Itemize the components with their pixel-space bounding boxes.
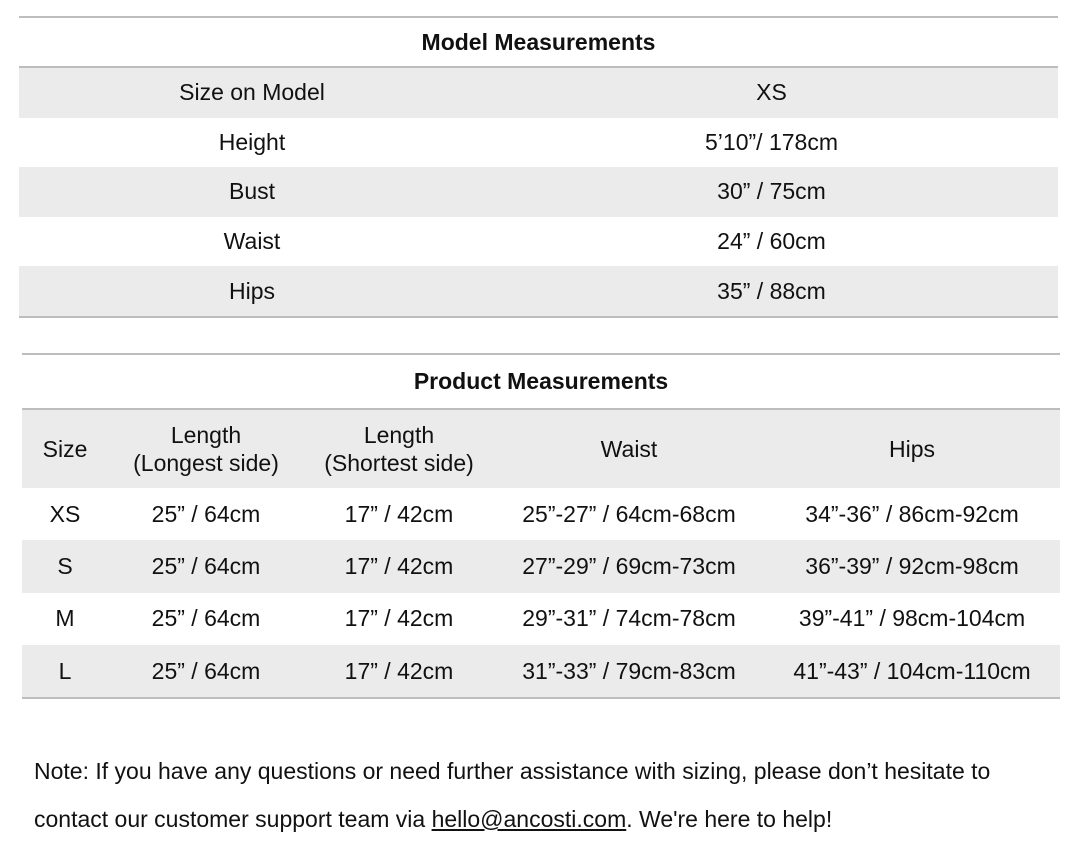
model-row-hips xyxy=(19,266,1058,317)
table-row xyxy=(22,645,1060,698)
header-subline: (Longest side) xyxy=(133,450,279,476)
length-longest-cell: 25” / 64cm xyxy=(108,540,304,592)
model-measurements-table xyxy=(19,16,1058,318)
length-longest-cell: 25” / 64cm xyxy=(108,645,304,698)
waist-cell: 29”-31” / 74cm-78cm xyxy=(522,605,736,632)
model-measurements-title: Model Measurements xyxy=(19,17,1058,67)
model-row-value: 24” / 60cm xyxy=(717,228,826,255)
header-line: Waist xyxy=(600,436,658,462)
size-cell: L xyxy=(22,645,108,698)
model-row-label: Waist xyxy=(223,228,281,255)
table-row xyxy=(22,540,1060,592)
model-row-label: Size on Model xyxy=(19,67,485,118)
length-shortest-cell: 17” / 42cm xyxy=(344,500,454,527)
note-text-end: . We're here to help! xyxy=(626,806,833,832)
model-row-bust xyxy=(19,167,1058,217)
product-measurements-title: Product Measurements xyxy=(22,354,1060,409)
size-cell: S xyxy=(22,540,108,592)
waist-cell: 25”-27” / 64cm-68cm xyxy=(522,500,736,527)
model-row-value: 35” / 88cm xyxy=(485,266,1058,317)
table-row xyxy=(22,488,1060,540)
waist-cell: 27”-29” / 69cm-73cm xyxy=(494,540,764,592)
model-row-value: 5’10”/ 178cm xyxy=(705,128,838,155)
model-row-value: 30” / 75cm xyxy=(485,167,1058,217)
model-row-size xyxy=(19,67,1058,118)
header-subline: (Shortest side) xyxy=(324,450,474,476)
product-header-row xyxy=(22,409,1060,488)
header-line: Size xyxy=(42,436,88,462)
length-longest-cell: 25” / 64cm xyxy=(151,500,261,527)
model-row-value: XS xyxy=(485,67,1058,118)
length-shortest-cell: 17” / 42cm xyxy=(304,645,494,698)
model-row-waist xyxy=(19,217,1058,267)
model-row-label: Hips xyxy=(19,266,485,317)
model-row-label: Height xyxy=(218,128,286,155)
hips-cell: 36”-39” / 92cm-98cm xyxy=(764,540,1060,592)
column-header-size xyxy=(22,409,108,488)
column-header-length-shortest xyxy=(304,409,494,488)
length-shortest-cell: 17” / 42cm xyxy=(344,605,454,632)
waist-cell: 31”-33” / 79cm-83cm xyxy=(494,645,764,698)
header-line: Length xyxy=(363,422,435,448)
column-header-length-longest xyxy=(108,409,304,488)
sizing-note xyxy=(34,747,1064,843)
support-email-link[interactable]: hello@ancosti.com xyxy=(431,806,627,832)
note-text: Note: If you have any questions or need further assistance with sizing, please don’t hesitate to contact our customer support team via xyxy=(34,758,991,832)
size-cell: M xyxy=(55,605,75,632)
header-line: Length xyxy=(170,422,242,448)
length-shortest-cell: 17” / 42cm xyxy=(304,540,494,592)
column-header-waist xyxy=(494,409,764,488)
hips-cell: 41”-43” / 104cm-110cm xyxy=(764,645,1060,698)
header-line: Hips xyxy=(889,436,936,462)
length-longest-cell: 25” / 64cm xyxy=(151,605,261,632)
model-row-height xyxy=(19,118,1058,168)
model-row-label: Bust xyxy=(19,167,485,217)
table-row xyxy=(22,593,1060,645)
column-header-hips xyxy=(764,409,1060,488)
hips-cell: 39”-41” / 98cm-104cm xyxy=(798,605,1026,632)
product-measurements-table xyxy=(22,353,1060,699)
hips-cell: 34”-36” / 86cm-92cm xyxy=(805,500,1019,527)
size-cell: XS xyxy=(49,500,81,527)
